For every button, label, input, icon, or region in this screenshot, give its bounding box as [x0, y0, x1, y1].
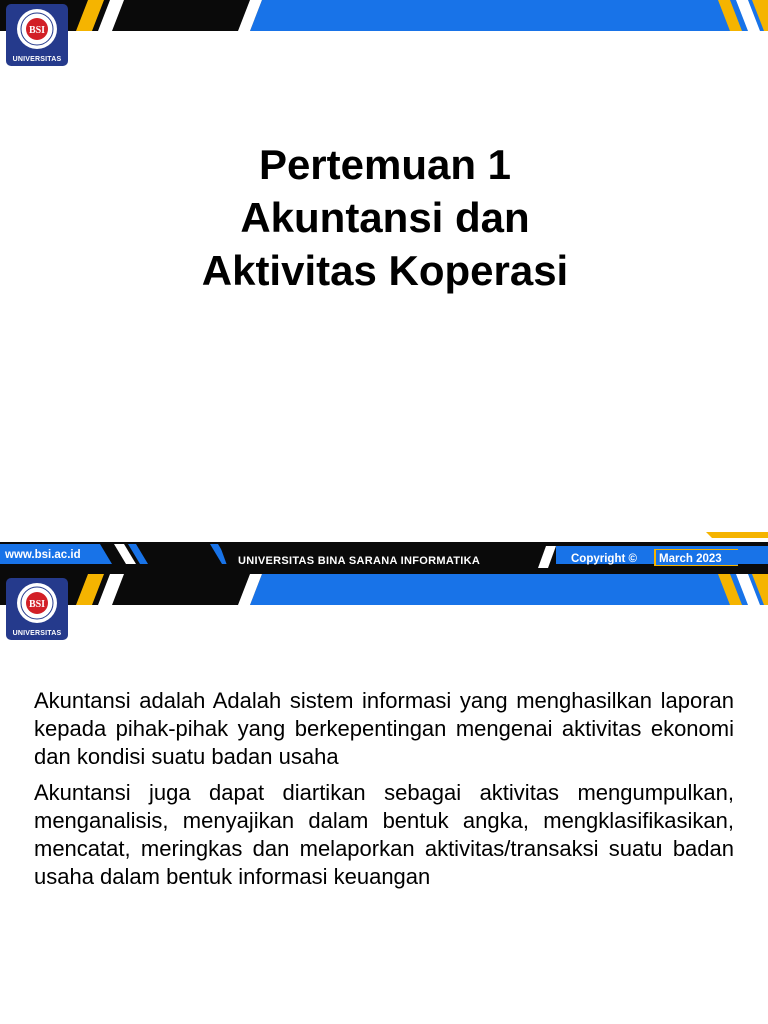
paragraph-activities: Akuntansi juga dapat diartikan sebagai aktivitas mengumpulkan, menganalisis, menyajikan dalam bentuk angka, mengklasifikasikan, mencatat, meringkas dan melaporkan aktivitas/transaksi suatu badan usaha dalam bentuk informasi keuangan	[34, 780, 734, 889]
svg-text:BSI: BSI	[28, 599, 46, 610]
svg-text:BSI: BSI	[28, 25, 46, 36]
slide-body	[34, 687, 734, 899]
title-line-3: Aktivitas Koperasi	[201, 247, 569, 294]
university-logo	[6, 4, 68, 66]
slide-title	[170, 138, 600, 297]
title-line-1: Pertemuan 1	[258, 141, 512, 188]
bsi-logo-icon	[6, 578, 68, 628]
bsi-logo-icon	[6, 4, 68, 54]
top-header-band	[0, 0, 768, 31]
footer-band	[0, 532, 768, 574]
university-logo	[6, 578, 68, 640]
paragraph-definition: Akuntansi adalah Adalah sistem informasi yang menghasilkan laporan kepada pihak-pihak yang berkepentingan mengenai aktivitas ekonomi dan kondisi suatu badan usaha	[34, 688, 734, 769]
content-slide	[0, 574, 768, 1024]
footer-university: UNIVERSITAS BINA SARANA INFORMATIKA	[238, 555, 481, 567]
footer-copyright: Copyright ©	[571, 553, 637, 565]
logo-label: UNIVERSITAS	[12, 56, 62, 63]
footer-date: March 2023	[659, 553, 722, 565]
top-header-band	[0, 574, 768, 605]
title-line-2: Akuntansi dan	[240, 194, 530, 241]
footer-url: www.bsi.ac.id	[5, 549, 81, 561]
logo-label: UNIVERSITAS	[12, 630, 62, 637]
